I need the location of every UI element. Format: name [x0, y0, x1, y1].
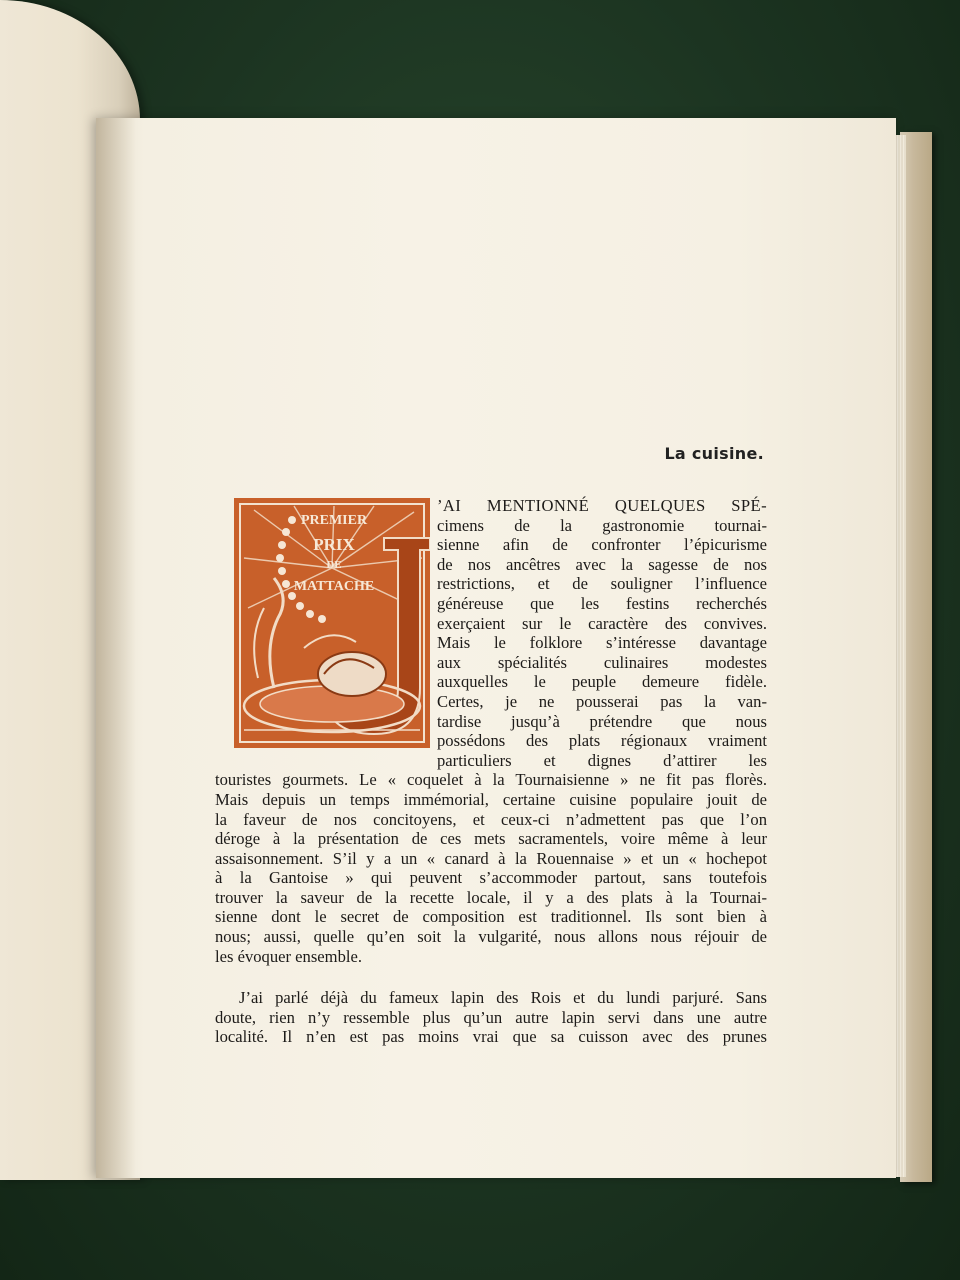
text-line: possédons des plats régionaux vraiment — [437, 731, 767, 751]
text-line: auxquelles le peuple demeure fidèle. — [437, 672, 767, 692]
chapter-title: La cuisine. — [664, 444, 764, 463]
text-line: sienne dont le secret de composition est traditionnel. Ils sont bien à — [215, 907, 767, 927]
gutter-shadow — [96, 118, 136, 1178]
text-line: trouver la saveur de la recette locale, il y a des plats à la Tournai- — [215, 887, 767, 907]
paragraph-2 — [215, 988, 767, 1047]
text-line: doute, rien n’y ressemble plus qu’un autre lapin servi dans une autre — [215, 1007, 767, 1027]
svg-text:DE: DE — [326, 559, 342, 571]
text-line: aux spécialités culinaires modestes — [437, 652, 767, 672]
text-line: cimens de la gastronomie tournai- — [437, 515, 767, 535]
text-line: de nos ancêtres avec la sagesse de nos — [437, 554, 767, 574]
text-line: tardise jusqu’à prétendre que nous — [437, 711, 767, 731]
text-line: assaisonnement. S’il y a un « canard à la Rouennaise » et un « hochepot — [215, 848, 767, 868]
text-line: Mais depuis un temps immémorial, certaine cuisine populaire jouit de — [215, 789, 767, 809]
svg-text:MATTACHE: MATTACHE — [293, 579, 375, 594]
body-text — [215, 496, 767, 1047]
svg-text:PRIX: PRIX — [313, 535, 355, 554]
text-line: Certes, je ne pousserai pas la van- — [437, 691, 767, 711]
text-line: déroge à la présentation de ces mets sacramentels, voire même à leur — [215, 829, 767, 849]
text-line: généreuse que les festins recherchés — [437, 593, 767, 613]
text-line: localité. Il n’en est pas moins vrai que sa cuisson avec des prunes — [215, 1027, 767, 1047]
text-line: Mais le folklore s’intéresse davantage — [437, 633, 767, 653]
text-line: particuliers et dignes d’attirer les — [437, 750, 767, 770]
text-line: à la Gantoise » qui peuvent s’accommoder partout, sans toutefois — [215, 868, 767, 888]
text-line: restrictions, et de souligner l’influence — [437, 574, 767, 594]
text-line: exerçaient sur le caractère des convives. — [437, 613, 767, 633]
text-line: la faveur de nos concitoyens, et ceux-ci n’admettent pas que l’on — [215, 809, 767, 829]
paragraph-1 — [215, 496, 767, 966]
text-line: nous; aussi, quelle qu’en soit la vulgarité, nous allons nous réjouir de — [215, 927, 767, 947]
wrapped-lines — [437, 496, 767, 770]
text-line: les évoquer ensemble. — [215, 946, 362, 966]
text-line: touristes gourmets. Le « coquelet à la Tournaisienne » ne fit pas florès. — [215, 770, 767, 790]
text-line: ’AI MENTIONNÉ QUELQUES SPÉ- — [437, 496, 767, 515]
svg-text:PREMIER: PREMIER — [300, 513, 368, 528]
text-line: sienne afin de confronter l’épicurisme — [437, 535, 767, 555]
text-line: J’ai parlé déjà du fameux lapin des Rois et du lundi parjuré. Sans — [239, 988, 767, 1008]
